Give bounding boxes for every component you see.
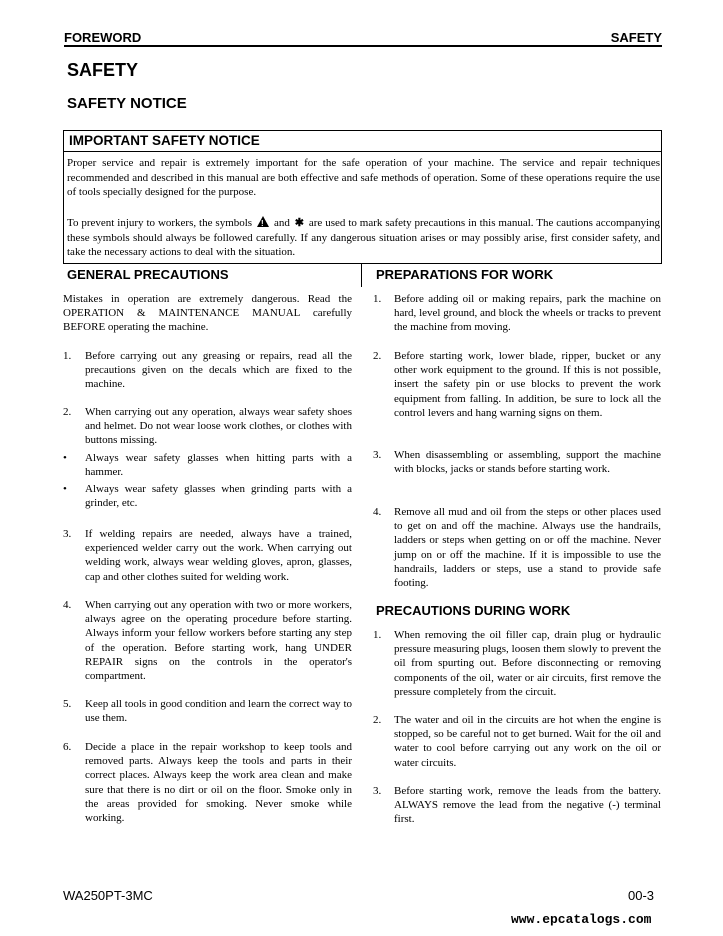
item-number: 6. xyxy=(63,741,72,753)
item-text: When removing the oil filler cap, drain plug or hydraulic pressure measuring plugs, loosen them slowly to prevent the oil from spurting out. Before disconnecting or removing components of the oil, water or air circuits, first remove the pressure completely from the circuit. xyxy=(394,629,661,698)
notice-title: IMPORTANT SAFETY NOTICE xyxy=(69,133,260,148)
page-subtitle: SAFETY NOTICE xyxy=(67,95,187,112)
item-text: Decide a place in the repair workshop to keep tools and removed parts. Always keep the tools and parts in their correct places. Always keep the work area clean and make sure that there is no dirt or oil on the floor. Smoke only in the areas provided for smoking. Never smoke while working. xyxy=(85,741,352,825)
item-number: 4. xyxy=(63,599,72,611)
notice-p2-start: To prevent injury to workers, the symbols xyxy=(67,217,253,229)
item-text: When carrying out any operation with two or more workers, always agree on the operating procedure before starting. Always inform your fellow workers before starting any step of the operation. Before starting work, hang UNDER REPAIR signs on the controls in the operator's compartment. xyxy=(85,599,352,683)
item-number: 1. xyxy=(373,629,382,641)
notice-divider xyxy=(64,151,661,152)
item-number: 2. xyxy=(373,714,382,726)
notice-p2-and: and xyxy=(273,217,290,229)
watermark-link[interactable]: www.epcatalogs.com xyxy=(511,912,652,927)
column-divider xyxy=(361,263,362,287)
footer-model: WA250PT-3MC xyxy=(63,888,153,903)
item-number: 3. xyxy=(63,528,72,540)
item-number: 3. xyxy=(373,785,382,797)
bullet: • xyxy=(63,483,67,495)
page-header xyxy=(64,30,662,47)
item-number: 5. xyxy=(63,698,72,710)
item-text: Keep all tools in good condition and learn the correct way to use them. xyxy=(85,698,352,725)
item-number: 2. xyxy=(373,350,382,362)
item-number: 1. xyxy=(373,293,382,305)
bullet: • xyxy=(63,452,67,464)
item-text: When disassembling or assembling, support the machine with blocks, jacks or stands before starting work. xyxy=(394,449,661,476)
warning-triangle-icon xyxy=(257,216,269,227)
general-precautions-heading: GENERAL PRECAUTIONS xyxy=(67,267,229,282)
header-section-label: FOREWORD xyxy=(64,30,142,45)
item-number: 2. xyxy=(63,406,72,418)
page-title: SAFETY xyxy=(67,60,139,80)
item-text: Remove all mud and oil from the steps or other places used to get on and off the machine. Always use the handrails, ladders or steps when getting on or off the machine. Never jump on or off the machine. If it is impossible to use the handrails, ladders or steps, use a stand to provide safe footing. xyxy=(394,506,661,590)
notice-paragraph-2 xyxy=(67,216,660,260)
item-text: Before adding oil or making repairs, park the machine on hard, level ground, and block the wheels or tracks to prevent the machine from moving. xyxy=(394,293,661,334)
item-text: Before starting work, lower blade, ripper, bucket or any other work equipment to the ground. If this is not possible, insert the safety pin or use blocks to prevent the work equipment from falling. In addition, be sure to lock all the control levers and hang warning signs on them. xyxy=(394,350,661,419)
header-chapter-label: SAFETY xyxy=(610,30,662,45)
item-text: The water and oil in the circuits are hot when the engine is stopped, so be careful not to get burned. Wait for the oil and water to cool before carrying out any work on the oil or water circuits. xyxy=(394,714,661,769)
footer-page-number: 00-3 xyxy=(628,888,655,903)
notice-p2-end: are used to mark safety precautions in this manual. The cautions accompanying these symbols should always be followed carefully. If any dangerous situation arises or may possibly arise, first consider safety, and take the necessary actions to deal with the situation. xyxy=(67,217,661,258)
item-text: When carrying out any operation, always wear safety shoes and helmet. Do not wear loose work clothes, or clothes with buttons missing. xyxy=(85,406,352,447)
item-text: Always wear safety glasses when hitting parts with a hammer. xyxy=(85,452,352,479)
item-text: Before starting work, remove the leads from the battery. ALWAYS remove the lead from the negative (-) terminal first. xyxy=(394,785,661,826)
maintenance-icon: ✱ xyxy=(294,217,304,229)
preparations-heading: PREPARATIONS FOR WORK xyxy=(376,267,554,282)
item-number: 1. xyxy=(63,350,72,362)
notice-paragraph-1: Proper service and repair is extremely important for the safe operation of your machine. The service and repair techniques recommended and described in this manual are both effective and safe methods of operation. Some of these operations require the use of tools specially designed for the purpose. xyxy=(67,157,660,198)
important-safety-notice-box xyxy=(63,130,662,264)
during-work-heading: PRECAUTIONS DURING WORK xyxy=(376,603,571,618)
item-text: Always wear safety glasses when grinding parts with a grinder, etc. xyxy=(85,483,352,510)
item-text: If welding repairs are needed, always have a trained, experienced welder carry out the work. When carrying out welding work, always wear welding gloves, apron, glasses, cap and other clothes suited for welding work. xyxy=(85,528,352,583)
item-number: 4. xyxy=(373,506,382,518)
general-intro: Mistakes in operation are extremely dangerous. Read the OPERATION & MAINTENANCE MANUAL carefully BEFORE operating the machine. xyxy=(63,293,352,334)
item-number: 3. xyxy=(373,449,382,461)
item-text: Before carrying out any greasing or repairs, read all the precautions given on the decals which are fixed to the machine. xyxy=(85,350,352,391)
